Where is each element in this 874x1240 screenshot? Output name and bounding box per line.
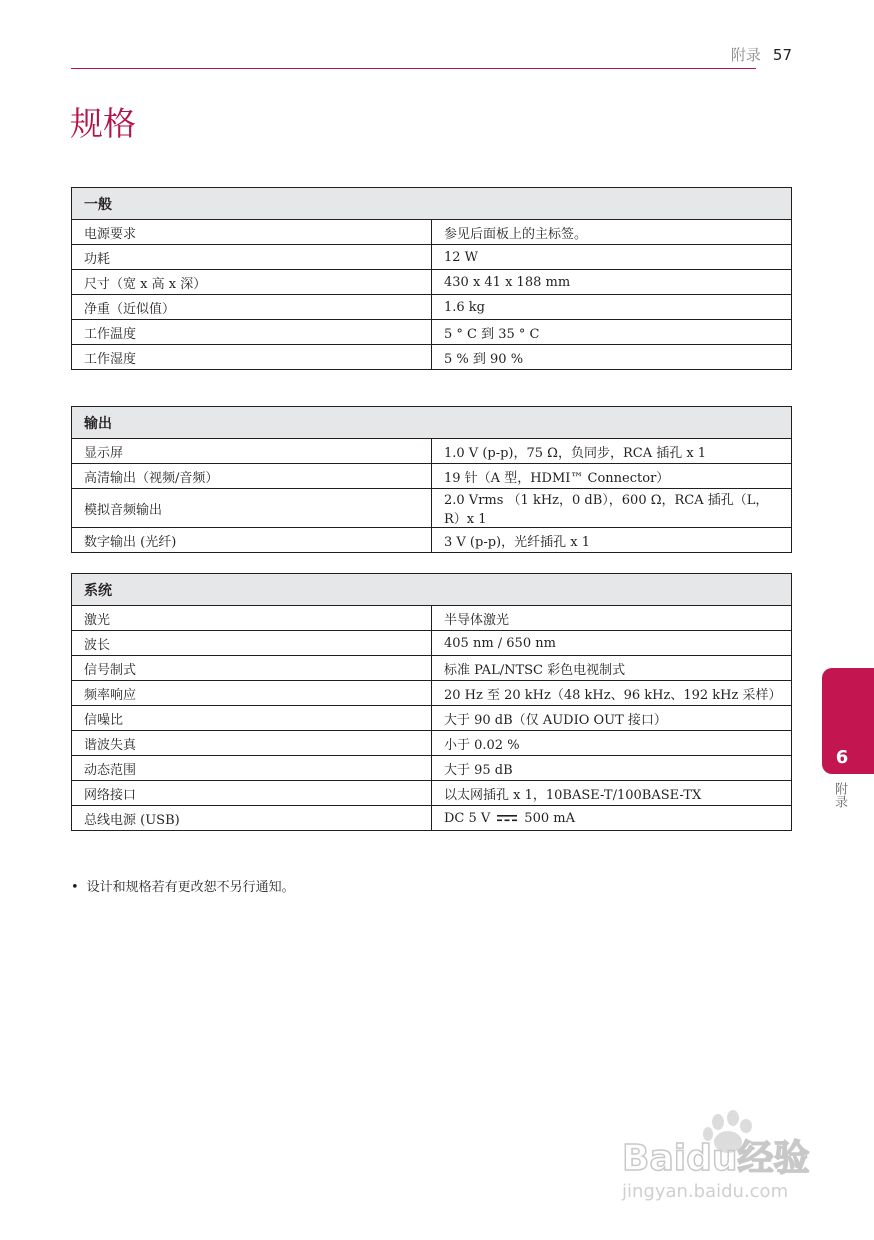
note-text: 设计和规格若有更改恕不另行通知。 [86,880,295,895]
spec-value [432,806,792,831]
table-row [72,270,792,295]
table-row [72,245,792,270]
spec-label: 波长 [72,631,432,656]
spec-label: 谐波失真 [72,731,432,756]
bullet-icon: • [71,880,79,895]
table-row [72,706,792,731]
page-header [731,44,792,65]
watermark-url: jingyan.baidu.com [622,1181,789,1202]
spec-label: 工作温度 [72,320,432,345]
spec-label: 工作湿度 [72,345,432,370]
table-row [72,756,792,781]
spec-value: 19 针（A 型，HDMI™ Connector） [432,464,792,489]
spec-value: 405 nm / 650 nm [432,631,792,656]
spec-label: 模拟音频输出 [72,489,432,528]
page-title: 规格 [70,104,136,143]
spec-value: 1.6 kg [432,295,792,320]
spec-value: 小于 0.02 % [432,731,792,756]
spec-label: 数字输出 (光纤) [72,528,432,553]
spec-table-system [71,573,792,831]
table-row [72,781,792,806]
table-row [72,220,792,245]
chapter-number: 6 [835,747,849,768]
table-row [72,295,792,320]
spec-value: 参见后面板上的主标签。 [432,220,792,245]
spec-value: 3 V (p-p)，光纤插孔 x 1 [432,528,792,553]
spec-label: 激光 [72,606,432,631]
table-row [72,528,792,553]
table-row [72,439,792,464]
spec-label: 信号制式 [72,656,432,681]
spec-value: 430 x 41 x 188 mm [432,270,792,295]
spec-value: 标准 PAL/NTSC 彩色电视制式 [432,656,792,681]
table-row [72,606,792,631]
spec-value: 大于 90 dB（仅 AUDIO OUT 接口） [432,706,792,731]
table-row [72,656,792,681]
spec-value: 20 Hz 至 20 kHz（48 kHz、96 kHz、192 kHz 采样） [432,681,792,706]
spec-label: 频率响应 [72,681,432,706]
table-row [72,345,792,370]
spec-label: 总线电源 (USB) [72,806,432,831]
spec-label: 功耗 [72,245,432,270]
spec-label: 信噪比 [72,706,432,731]
spec-value: 2.0 Vrms （1 kHz，0 dB），600 Ω，RCA 插孔（L，R）x 1 [432,489,792,528]
chapter-label: 附录 [832,782,847,808]
usb-voltage: DC 5 V [444,810,491,826]
spec-value: 半导体激光 [432,606,792,631]
spec-label: 显示屏 [72,439,432,464]
table-row [72,489,792,528]
table-row [72,464,792,489]
table-row [72,681,792,706]
spec-label: 动态范围 [72,756,432,781]
dc-symbol-icon [496,813,518,823]
note [71,876,295,895]
spec-value: 以太网插孔 x 1，10BASE-T/100BASE-TX [432,781,792,806]
spec-label: 净重（近似值） [72,295,432,320]
spec-value: 5 ° C 到 35 ° C [432,320,792,345]
spec-value: 5 % 到 90 % [432,345,792,370]
spec-label: 高清输出（视频/音频） [72,464,432,489]
spec-table-output [71,406,792,553]
spec-value: 1.0 V (p-p)，75 Ω，负同步，RCA 插孔 x 1 [432,439,792,464]
baidu-watermark-logo [620,1110,820,1205]
spec-table-general [71,187,792,370]
watermark-brand: Baidu经验 [622,1138,810,1179]
usb-current: 500 mA [524,810,575,826]
spec-label: 尺寸（宽 x 高 x 深） [72,270,432,295]
table-row [72,731,792,756]
spec-label: 网络接口 [72,781,432,806]
table-heading: 一般 [72,188,792,220]
header-rule [71,68,756,69]
table-heading: 输出 [72,407,792,439]
spec-value: 大于 95 dB [432,756,792,781]
table-row [72,320,792,345]
spec-label: 电源要求 [72,220,432,245]
page-number: 57 [772,46,792,64]
chapter-tab [822,668,874,774]
table-heading: 系统 [72,574,792,606]
table-row [72,806,792,831]
table-row [72,631,792,656]
spec-value: 12 W [432,245,792,270]
header-section: 附录 [730,46,761,64]
